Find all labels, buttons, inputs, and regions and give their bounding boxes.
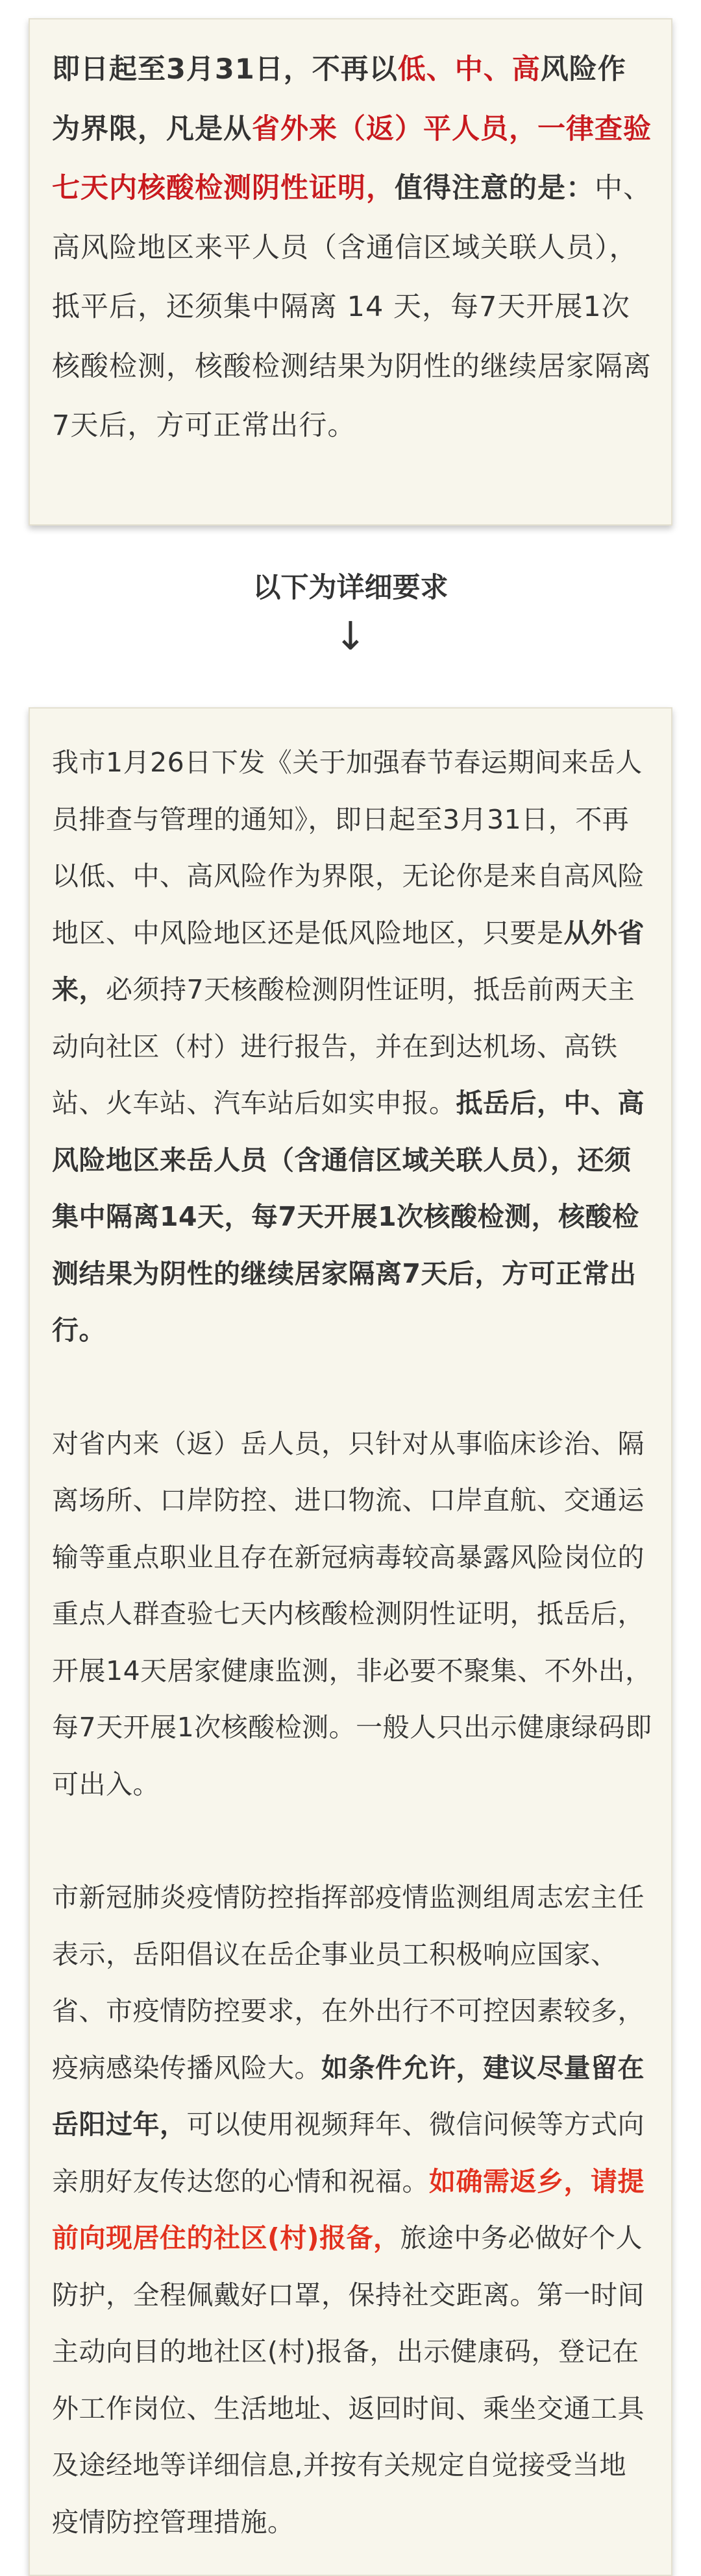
out-of-province-highlight: 省外来（返）平人员，一律查验七天内核酸检测阴性证明， <box>52 112 652 204</box>
down-arrow-icon: ↓ <box>334 614 367 659</box>
risk-levels-highlight: 低、中、高 <box>397 53 541 86</box>
paragraph-in-province <box>52 1416 653 1814</box>
paragraph-out-of-province <box>52 735 653 1359</box>
summary-detail: 中、高风险地区来平人员（含通信区域关联人员），抵平后，还须集中隔离 14 天，每7天开展1次核酸检测，核酸检测结果为阴性的继续居家隔离7天后，方可正常出行。 <box>52 172 652 442</box>
para1-bold-from-province: 从外省来， <box>52 917 645 1005</box>
details-card <box>29 707 672 2576</box>
para3-intro: 市新冠肺炎疫情防控指挥部疫情监测组周志宏主任表示，岳阳倡议在岳企事业员工积极响应国家、省、市疫情防控要求，在外出行不可控因素较多，疫病感染传播风险大。 <box>52 1882 645 2084</box>
para3-bold-stay: 如条件允许，建议尽量留在岳阳过年， <box>52 2052 645 2140</box>
note-label: 值得注意的是： <box>395 172 595 204</box>
paragraph-advice <box>52 1869 653 2551</box>
para3-report-highlight: 如确需返乡，请提前向现居住的社区(村)报备， <box>52 2165 645 2254</box>
summary-text <box>52 40 653 456</box>
para1-intro: 我市1月26日下发《关于加强春节春运期间来岳人员排查与管理的通知》，即日起至3月31日，不再以低、中、高风险作为界限，无论你是来自高风险地区、中风险地区还是低风险地区，只要是 <box>52 747 645 949</box>
para3-protection: 旅途中务必做好个人防护，全程佩戴好口罩，保持社交距离。第一时间主动向目的地社区(村)报备，出示健康码，登记在外工作岗位、生活地址、返回时间、乘坐交通工具及途经地等详细信息,并按有关规定自觉接受当地疫情防控管理措施。 <box>52 2222 645 2538</box>
summary-card <box>29 18 672 526</box>
para2-text: 对省内来（返）岳人员，只针对从事临床诊治、隔离场所、口岸防控、进口物流、口岸直航、交通运输等重点职业且存在新冠病毒较高暴露风险岗位的重点人群查验七天内核酸检测阴性证明，抵岳后，开展14天居家健康监测，非必要不聚集、不外出，每7天开展1次核酸检测。一般人只出示健康绿码即可出入。 <box>52 1428 652 1800</box>
para3-greetings: 可以使用视频拜年、微信问候等方式向亲朋好友传达您的心情和祝福。 <box>52 2109 645 2197</box>
para1-bold-quarantine: 抵岳后，中、高风险地区来岳人员（含通信区域关联人员），还须集中隔离14天，每7天开展1次核酸检测，核酸检测结果为阴性的继续居家隔离7天后，方可正常出行。 <box>52 1088 645 1346</box>
summary-lead-2: 风险作为界限，凡是从 <box>52 53 626 145</box>
section-heading: 以下为详细要求 <box>252 572 449 604</box>
summary-lead: 即日起至3月31日，不再以 <box>52 53 398 86</box>
para1-requirements: 必须持7天核酸检测阴性证明，抵岳前两天主动向社区（村）进行报告，并在到达机场、高铁站、火车站、汽车站后如实申报。 <box>52 974 635 1119</box>
